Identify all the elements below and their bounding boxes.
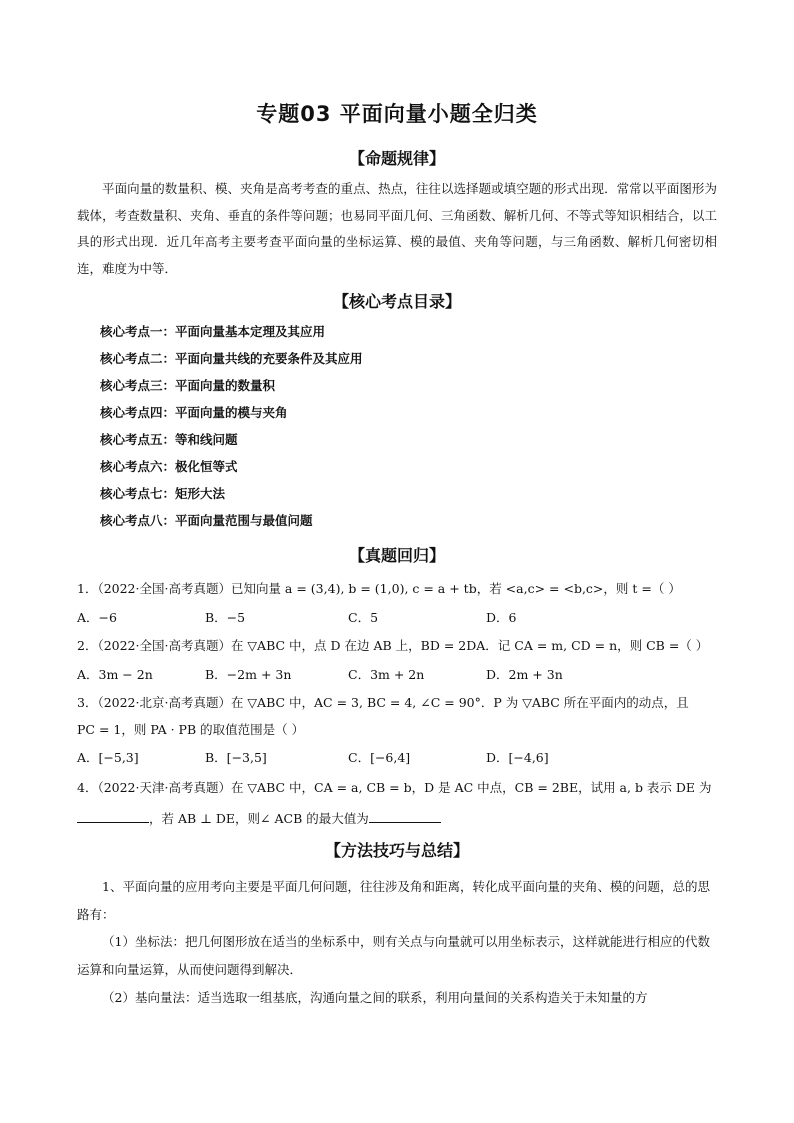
method-heading: 【方法技巧与总结】 <box>324 841 469 860</box>
question-4-stem-line2 <box>77 808 727 829</box>
method-paragraph-2 <box>77 928 717 984</box>
core-point-list <box>100 322 363 538</box>
core-point-item: 核心考点一：平面向量基本定理及其应用 <box>100 324 326 339</box>
rule-paragraph <box>77 176 717 282</box>
answer-blank[interactable] <box>77 808 149 823</box>
option-a: A．[−5,3] <box>77 750 139 765</box>
option-d: D．2m + 3n <box>486 667 563 682</box>
option-c: C．[−6,4] <box>348 750 411 765</box>
page-title: 专题03 平面向量小题全归类 <box>256 102 538 126</box>
method-text: 1、平面向量的应用考向主要是平面几何问题，往往涉及角和距离，转化成平面向量的夹角、模的问题，总的思路有： <box>77 879 710 922</box>
core-point-item: 核心考点五：等和线问题 <box>100 432 238 447</box>
option-b: B．−2m + 3n <box>205 667 292 682</box>
method-paragraph-3 <box>77 984 717 1012</box>
method-paragraph-1 <box>77 873 717 929</box>
core-point-item: 核心考点七：矩形大法 <box>100 486 226 501</box>
option-a: A．3m − 2n <box>77 667 153 682</box>
core-point-item: 核心考点八：平面向量范围与最值问题 <box>100 513 313 528</box>
question-2-stem: 2．（2022·全国·高考真题）在 ▽ABC 中，点 D 在边 AB 上，BD = 2DA．记 CA = m, CD = n，则 CB =（ ） <box>77 638 709 653</box>
real-heading: 【真题回归】 <box>348 546 445 565</box>
option-d: D．6 <box>486 610 517 625</box>
question-4-text: ，若 AB ⊥ DE，则∠ ACB 的最大值为 <box>149 811 369 826</box>
option-b: B．−5 <box>205 610 246 625</box>
core-point-item: 核心考点三：平面向量的数量积 <box>100 378 276 393</box>
question-4-stem: 4．（2022·天津·高考真题）在 ▽ABC 中，CA = a, CB = b，D 是 AC 中点，CB = 2BE，试用 a, b 表示 DE 为 <box>77 780 712 795</box>
core-heading: 【核心考点目录】 <box>332 292 461 311</box>
core-point-item: 核心考点六：极化恒等式 <box>100 459 238 474</box>
question-3-stem-line2: PC = 1，则 PA · PB 的取值范围是（ ） <box>77 722 305 737</box>
rule-heading: 【命题规律】 <box>348 149 445 168</box>
option-c: C．3m + 2n <box>348 667 425 682</box>
option-d: D．[−4,6] <box>486 750 549 765</box>
question-1-stem: 1．（2022·全国·高考真题）已知向量 a = (3,4), b = (1,0), c = a + tb，若 <a,c> = <b,c>，则 t =（ ） <box>77 581 681 596</box>
method-text: （1）坐标法：把几何图形放在适当的坐标系中，则有关点与向量就可以用坐标表示，这样就能进行相应的代数运算和向量运算，从而使问题得到解决． <box>77 934 710 977</box>
answer-blank[interactable] <box>369 808 441 823</box>
question-3-stem: 3．（2022·北京·高考真题）在 ▽ABC 中，AC = 3, BC = 4, ∠C = 90°．P 为 ▽ABC 所在平面内的动点，且 <box>77 695 689 710</box>
option-b: B．[−3,5] <box>205 750 267 765</box>
option-a: A．−6 <box>77 610 117 625</box>
core-point-item: 核心考点二：平面向量共线的充要条件及其应用 <box>100 351 363 366</box>
method-text: （2）基向量法：适当选取一组基底，沟通向量之间的联系，利用向量间的关系构造关于未知量的方 <box>102 990 648 1005</box>
core-point-item: 核心考点四：平面向量的模与夹角 <box>100 405 288 420</box>
option-c: C．5 <box>348 610 379 625</box>
rule-paragraph-text: 平面向量的数量积、模、夹角是高考考查的重点、热点，往往以选择题或填空题的形式出现．常常以平面图形为载体，考查数量积、夹角、垂直的条件等问题；也易同平面几何、三角函数、解析几何、不等式等知识相结合，以工具的形式出现．近几年高考主要考查平面向量的坐标运算、模的最值、夹角等问题，与三角函数、解析几何密切相连，难度为中等． <box>77 181 717 276</box>
